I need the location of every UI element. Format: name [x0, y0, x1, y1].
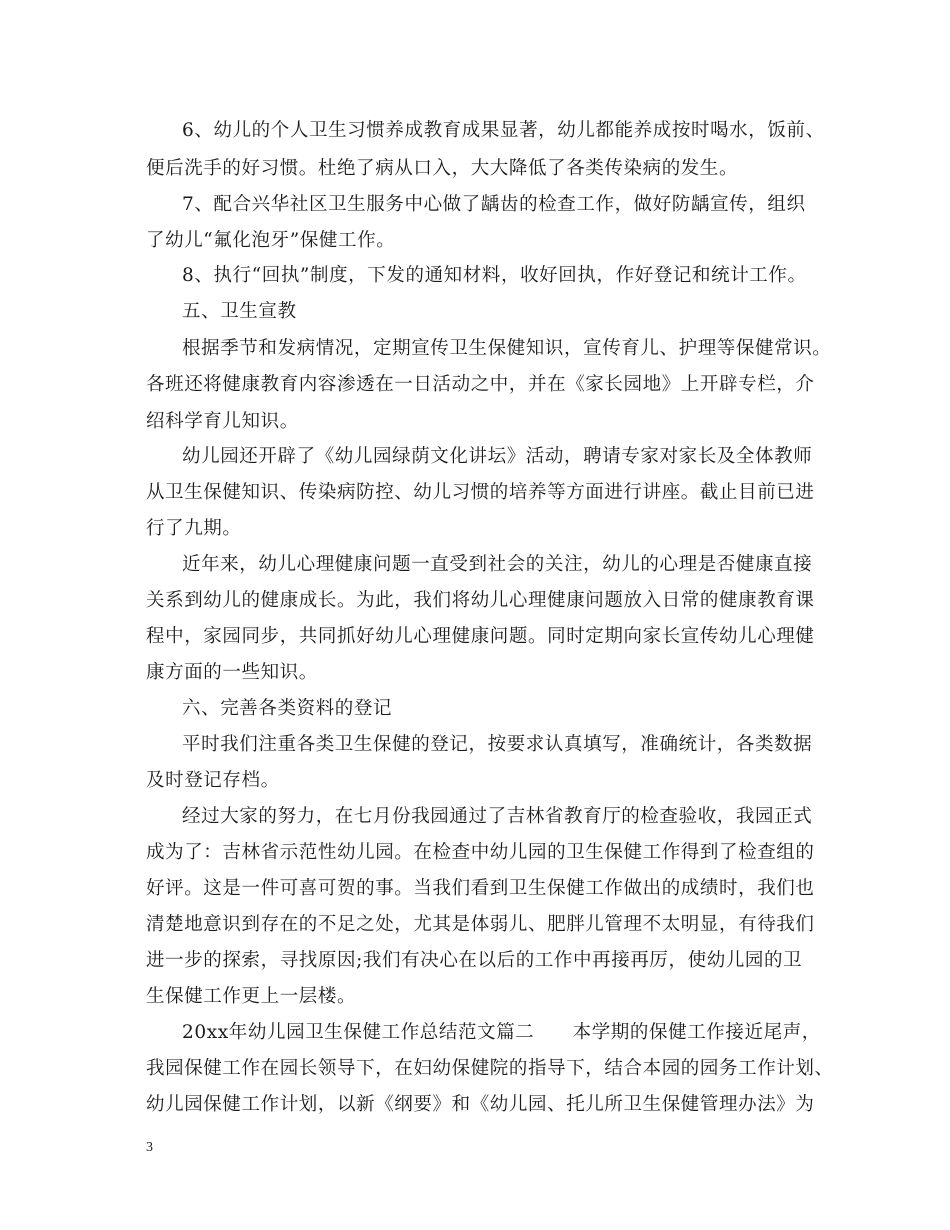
text-line: 行了九期。 [146, 518, 242, 539]
text-line: 程中，家园同步，共同抓好幼儿心理健康问题。同时定期向家长宣传幼儿心理健 [146, 626, 815, 647]
text-line: 7、配合兴华社区卫生服务中心做了龋齿的检查工作，做好防龋宣传，组织 [182, 194, 806, 215]
text-line: 关系到幼儿的健康成长。为此，我们将幼儿心理健康问题放入日常的健康教育课 [146, 590, 815, 611]
text-line: 生保健工作更上一层楼。 [146, 986, 357, 1007]
text-line: 近年来，幼儿心理健康问题一直受到社会的关注，幼儿的心理是否健康直接 [182, 554, 813, 575]
text-line: 成为了：吉林省示范性幼儿园。在检查中幼儿园的卫生保健工作得到了检查组的 [146, 842, 815, 863]
text-line: 各班还将健康教育内容渗透在一日活动之中，并在《家长园地》上开辟专栏，介 [146, 374, 815, 395]
text-line: 从卫生保健知识、传染病防控、幼儿习惯的培养等方面进行讲座。截止目前已进 [146, 482, 815, 503]
text-line: 便后洗手的好习惯。杜绝了病从口入，大大降低了各类传染病的发生。 [146, 158, 739, 179]
text-line: 绍科学育儿知识。 [146, 411, 299, 432]
text-line: 经过大家的努力，在七月份我园通过了吉林省教育厅的检查验收，我园正式 [182, 806, 813, 827]
text-line: 8、执行“回执”制度，下发的通知材料，收好回执，作好登记和统计工作。 [182, 265, 807, 286]
text-line: 20xx年幼儿园卫生保健工作总结范文篇二 本学期的保健工作接近尾声， [182, 1022, 821, 1043]
text-line: 康方面的一些知识。 [146, 662, 318, 683]
page-number: 3 [146, 1140, 153, 1155]
text-line: 了幼儿“氟化泡牙”保健工作。 [146, 230, 396, 251]
section-heading: 六、完善各类资料的登记 [182, 698, 393, 719]
text-line: 幼儿园保健工作计划，以新《纲要》和《幼儿园、托儿所卫生保健管理办法》为 [146, 1094, 815, 1115]
text-line: 根据季节和发病情况，定期宣传卫生保健知识，宣传育儿、护理等保健常识。 [182, 338, 832, 359]
text-line: 6、幼儿的个人卫生习惯养成教育成果显著，幼儿都能养成按时喝水，饭前、 [182, 120, 825, 141]
text-line: 好评。这是一件可喜可贺的事。当我们看到卫生保健工作做出的成绩时，我们也 [146, 878, 815, 899]
text-line: 进一步的探索，寻找原因;我们有决心在以后的工作中再接再厉，使幼儿园的卫 [146, 950, 803, 971]
text-line: 清楚地意识到存在的不足之处，尤其是体弱儿、肥胖儿管理不太明显，有待我们 [146, 914, 815, 935]
section-heading: 五、卫生宣教 [182, 301, 297, 322]
text-line: 幼儿园还开辟了《幼儿园绿荫文化讲坛》活动，聘请专家对家长及全体教师 [182, 446, 813, 467]
text-line: 平时我们注重各类卫生保健的登记，按要求认真填写，准确统计，各类数据 [182, 734, 813, 755]
text-line: 及时登记存档。 [146, 770, 280, 791]
text-line: 我园保健工作在园长领导下，在妇幼保健院的指导下，结合本园的园务工作计划、 [146, 1058, 834, 1079]
